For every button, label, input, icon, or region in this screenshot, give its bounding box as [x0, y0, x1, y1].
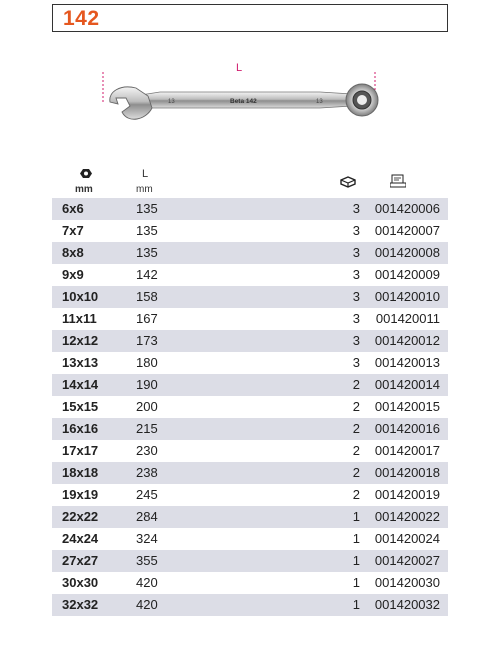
wrench-figure — [90, 58, 390, 138]
qty-cell: 1 — [352, 509, 360, 524]
shank-engraving-right: 13 — [316, 99, 323, 105]
qty-cell: 3 — [352, 355, 360, 370]
length-cell: 238 — [136, 465, 158, 480]
article-code-cell: 001420016 — [374, 421, 440, 436]
length-cell: 142 — [136, 267, 158, 282]
table-row — [52, 528, 448, 550]
size-cell: 10x10 — [62, 289, 99, 304]
size-cell: 32x32 — [62, 597, 99, 612]
table-row — [52, 330, 448, 352]
size-cell: 7x7 — [62, 223, 84, 238]
article-code-cell: 001420015 — [374, 399, 440, 414]
article-code-cell: 001420030 — [374, 575, 440, 590]
length-cell: 420 — [136, 597, 158, 612]
dimension-label: L — [236, 62, 243, 74]
table-row — [52, 220, 448, 242]
qty-cell: 2 — [352, 465, 360, 480]
article-code-cell: 001420008 — [374, 245, 440, 260]
size-cell: 27x27 — [62, 553, 99, 568]
table-row — [52, 418, 448, 440]
article-code-cell: 001420017 — [374, 443, 440, 458]
table-row — [52, 374, 448, 396]
length-cell: 180 — [136, 355, 158, 370]
article-code-cell: 001420032 — [374, 597, 440, 612]
length-cell: 245 — [136, 487, 158, 502]
qty-cell: 2 — [352, 487, 360, 502]
size-cell: 15x15 — [62, 399, 99, 414]
table-row — [52, 286, 448, 308]
length-cell: 190 — [136, 377, 158, 392]
table-row — [52, 550, 448, 572]
size-cell: 22x22 — [62, 509, 99, 524]
size-cell: 14x14 — [62, 377, 99, 392]
size-cell: 30x30 — [62, 575, 99, 590]
qty-cell: 3 — [352, 223, 360, 238]
length-cell: 324 — [136, 531, 158, 546]
table-body — [52, 198, 448, 616]
article-code-cell: 001420010 — [374, 289, 440, 304]
size-cell: 16x16 — [62, 421, 99, 436]
article-code-cell: 001420013 — [374, 355, 440, 370]
size-cell: 9x9 — [62, 267, 84, 282]
table-row — [52, 440, 448, 462]
article-code-cell: 001420012 — [374, 333, 440, 348]
product-table — [52, 168, 448, 616]
qty-cell: 2 — [352, 421, 360, 436]
article-code-cell: 001420009 — [374, 267, 440, 282]
length-cell: 158 — [136, 289, 158, 304]
wrench-illustration — [90, 58, 390, 138]
article-code-cell: 001420022 — [374, 509, 440, 524]
qty-cell: 3 — [352, 201, 360, 216]
article-code-cell: 001420018 — [374, 465, 440, 480]
qty-cell: 3 — [352, 289, 360, 304]
table-row — [52, 594, 448, 616]
table-row — [52, 242, 448, 264]
qty-cell: 3 — [352, 311, 360, 326]
length-cell: 355 — [136, 553, 158, 568]
qty-cell: 2 — [352, 399, 360, 414]
size-unit-label: mm — [75, 184, 93, 195]
size-cell: 17x17 — [62, 443, 99, 458]
open-end-head — [110, 87, 152, 119]
shank-engraving-brand: Beta 142 — [230, 98, 257, 105]
article-code-cell: 001420019 — [374, 487, 440, 502]
qty-cell: 2 — [352, 443, 360, 458]
nut-icon — [80, 168, 92, 182]
article-code-cell: 001420006 — [374, 201, 440, 216]
length-unit-label: mm — [136, 184, 153, 195]
table-row — [52, 308, 448, 330]
qty-cell: 1 — [352, 553, 360, 568]
table-row — [52, 198, 448, 220]
qty-cell: 3 — [352, 245, 360, 260]
qty-cell: 2 — [352, 377, 360, 392]
article-code-cell: 001420011 — [375, 311, 440, 326]
length-cell: 135 — [136, 245, 158, 260]
size-cell: 6x6 — [62, 201, 84, 216]
table-row — [52, 462, 448, 484]
qty-cell: 3 — [352, 267, 360, 282]
table-row — [52, 506, 448, 528]
size-cell: 18x18 — [62, 465, 99, 480]
article-code-cell: 001420014 — [374, 377, 440, 392]
shank-engraving-left: 13 — [168, 99, 175, 105]
length-cell: 200 — [136, 399, 158, 414]
table-row — [52, 264, 448, 286]
size-cell: 13x13 — [62, 355, 99, 370]
table-header — [52, 168, 448, 198]
length-cell: 173 — [136, 333, 158, 348]
qty-cell: 1 — [352, 531, 360, 546]
length-cell: 284 — [136, 509, 158, 524]
length-cell: 135 — [136, 201, 158, 216]
size-cell: 24x24 — [62, 531, 99, 546]
length-cell: 215 — [136, 421, 158, 436]
article-code-icon — [390, 174, 406, 191]
product-code: 142 — [63, 7, 100, 30]
table-row — [52, 484, 448, 506]
size-cell: 11x11 — [62, 311, 97, 326]
package-qty-icon — [340, 176, 356, 191]
article-code-cell: 001420007 — [374, 223, 440, 238]
product-header — [52, 4, 448, 32]
size-cell: 12x12 — [62, 333, 99, 348]
article-code-cell: 001420027 — [374, 553, 440, 568]
table-row — [52, 396, 448, 418]
article-code-cell: 001420024 — [374, 531, 440, 546]
size-cell: 8x8 — [62, 245, 84, 260]
table-row — [52, 572, 448, 594]
length-label: L — [142, 168, 149, 180]
size-cell: 19x19 — [62, 487, 99, 502]
length-cell: 167 — [136, 311, 158, 326]
qty-cell: 1 — [352, 575, 360, 590]
table-row — [52, 352, 448, 374]
length-cell: 420 — [136, 575, 158, 590]
length-cell: 230 — [136, 443, 158, 458]
qty-cell: 3 — [352, 333, 360, 348]
qty-cell: 1 — [352, 597, 360, 612]
length-cell: 135 — [136, 223, 158, 238]
